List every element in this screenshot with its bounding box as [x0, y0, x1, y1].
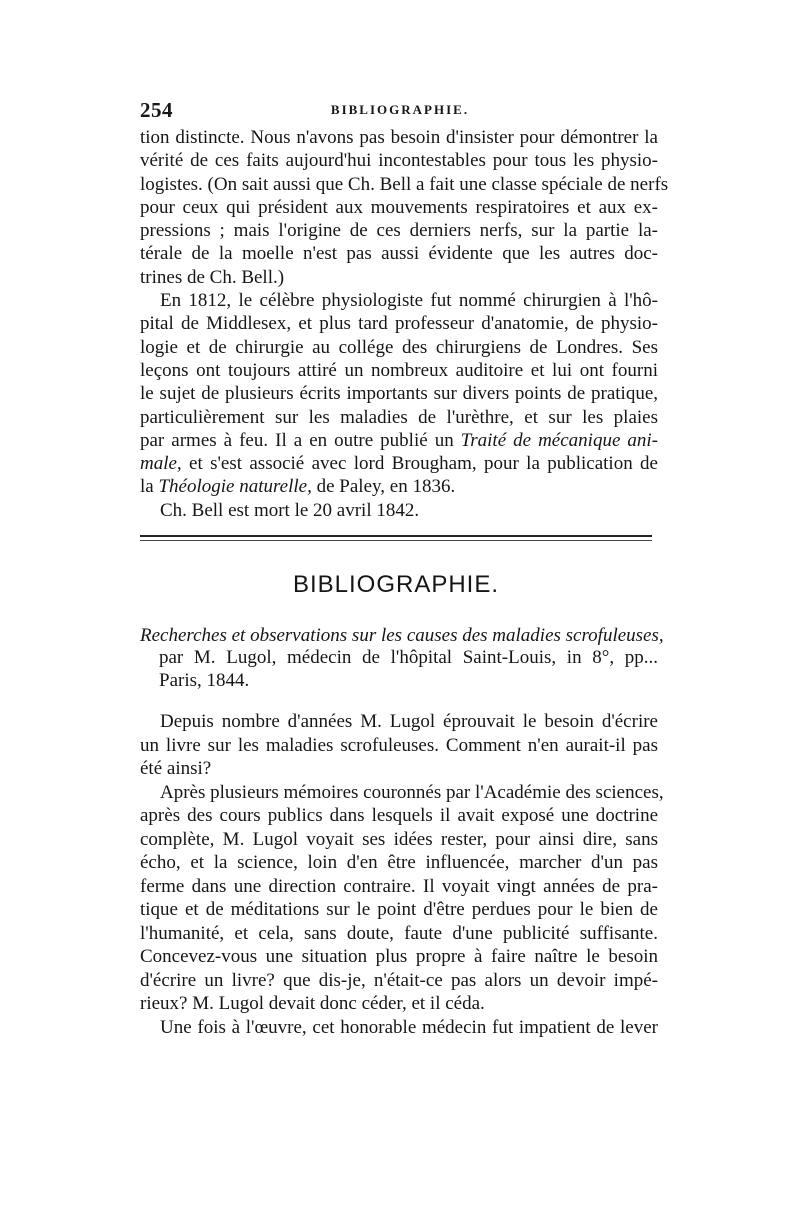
- text-line: ferme dans une direction contraire. Il voyait vingt années de pra-: [140, 875, 658, 897]
- text-fragment: par armes à feu. Il a en outre publié un: [140, 429, 454, 451]
- author-line: par M. Lugol, médecin de l'hôpital Saint-Louis, in 8°, pp...: [159, 647, 658, 669]
- text-line: complète, M. Lugol voyait ses idées rester, pour ainsi dire, sans: [140, 828, 658, 850]
- text-line: Après plusieurs mémoires couronnés par l'Académie des sciences,: [160, 781, 664, 803]
- text-line: tique et de méditations sur le point d'être perdues pour le bien de: [140, 899, 658, 920]
- text-line: Ch. Bell est mort le 20 avril 1842.: [160, 499, 420, 521]
- section-rule-thick: [140, 535, 652, 537]
- text-line: pital de Middlesex, et plus tard professeur d'anatomie, de physio-: [140, 313, 658, 335]
- page-number: 254: [140, 98, 173, 122]
- text-line: Une fois à l'œuvre, cet honorable médecin fut impatient de lever: [160, 1016, 658, 1038]
- text-line: [140, 452, 658, 475]
- text-line: [140, 429, 658, 452]
- text-line: trines de Ch. Bell.): [140, 266, 285, 288]
- text-line: d'écrire un livre? que dis-je, n'était-ce pas alors un devoir impé-: [140, 969, 658, 991]
- text-line: le sujet de plusieurs écrits importants sur divers points de pratique,: [140, 383, 658, 405]
- text-line: particulièrement sur les maladies de l'urèthre, et sur les plaies: [140, 406, 658, 428]
- work-title: Recherches et observations sur les causes des maladies scrofuleuses,: [140, 625, 664, 646]
- italic-title-fragment: male,: [140, 453, 182, 475]
- text-line: En 1812, le célèbre physiologiste fut nommé chirurgien à l'hô-: [160, 290, 658, 312]
- text-line: logie et de chirurgie au collége des chirurgiens de Londres. Ses: [140, 336, 658, 358]
- italic-title-fragment: Traité de mécanique ani-: [460, 429, 659, 451]
- text-line: Concevez-vous une situation plus propre à faire naître le besoin: [140, 946, 658, 967]
- italic-title: Théologie naturelle,: [158, 476, 312, 498]
- text-line: logistes. (On sait aussi que Ch. Bell a fait une classe spéciale de nerfs: [140, 173, 669, 195]
- text-line: après des cours publics dans lesquels il avait exposé une doctrine: [140, 805, 658, 826]
- text-line: été ainsi?: [140, 758, 212, 779]
- place-date: Paris, 1844.: [159, 669, 250, 691]
- review-text: [140, 710, 664, 1039]
- text-line: pressions ; mais l'origine de ces derniers nerfs, sur la partie la-: [140, 220, 658, 242]
- text-line: Depuis nombre d'années M. Lugol éprouvait le besoin d'écrire: [160, 711, 658, 732]
- text-line: un livre sur les maladies scrofuleuses. Comment n'en aurait-il pas: [140, 734, 658, 756]
- text-line: l'humanité, et cela, sans doute, faute d'une publicité suffisante.: [140, 922, 658, 944]
- text-line: écho, et la science, loin d'en être influencée, marcher d'un pas: [140, 852, 658, 873]
- text-line: [140, 475, 658, 498]
- body-text-top: [140, 126, 669, 522]
- text-line: vérité de ces faits aujourd'hui incontestables pour tous les physio-: [140, 150, 658, 172]
- text-fragment: la: [140, 476, 159, 498]
- section-title: BIBLIOGRAPHIE.: [292, 571, 500, 598]
- text-line: pour ceux qui président aux mouvements respiratoires et aux ex-: [140, 196, 658, 218]
- text-line: térale de la moelle n'est pas aussi évidente que les autres doc-: [140, 243, 658, 265]
- bibliographic-entry: [140, 625, 664, 692]
- running-head: BIBLIOGRAPHIE.: [330, 102, 470, 117]
- section-rule-thin: [140, 540, 652, 541]
- text-line: rieux? M. Lugol devait donc céder, et il céda.: [140, 993, 485, 1014]
- text-fragment: de Paley, en 1836.: [311, 476, 456, 498]
- text-line: tion distincte. Nous n'avons pas besoin d'insister pour démontrer la: [140, 127, 658, 148]
- page-header: [140, 98, 660, 128]
- text-fragment: et s'est associé avec lord Brougham, pour la publication de: [181, 453, 658, 475]
- text-line: leçons ont toujours attiré un nombreux auditoire et lui ont fourni: [140, 359, 658, 381]
